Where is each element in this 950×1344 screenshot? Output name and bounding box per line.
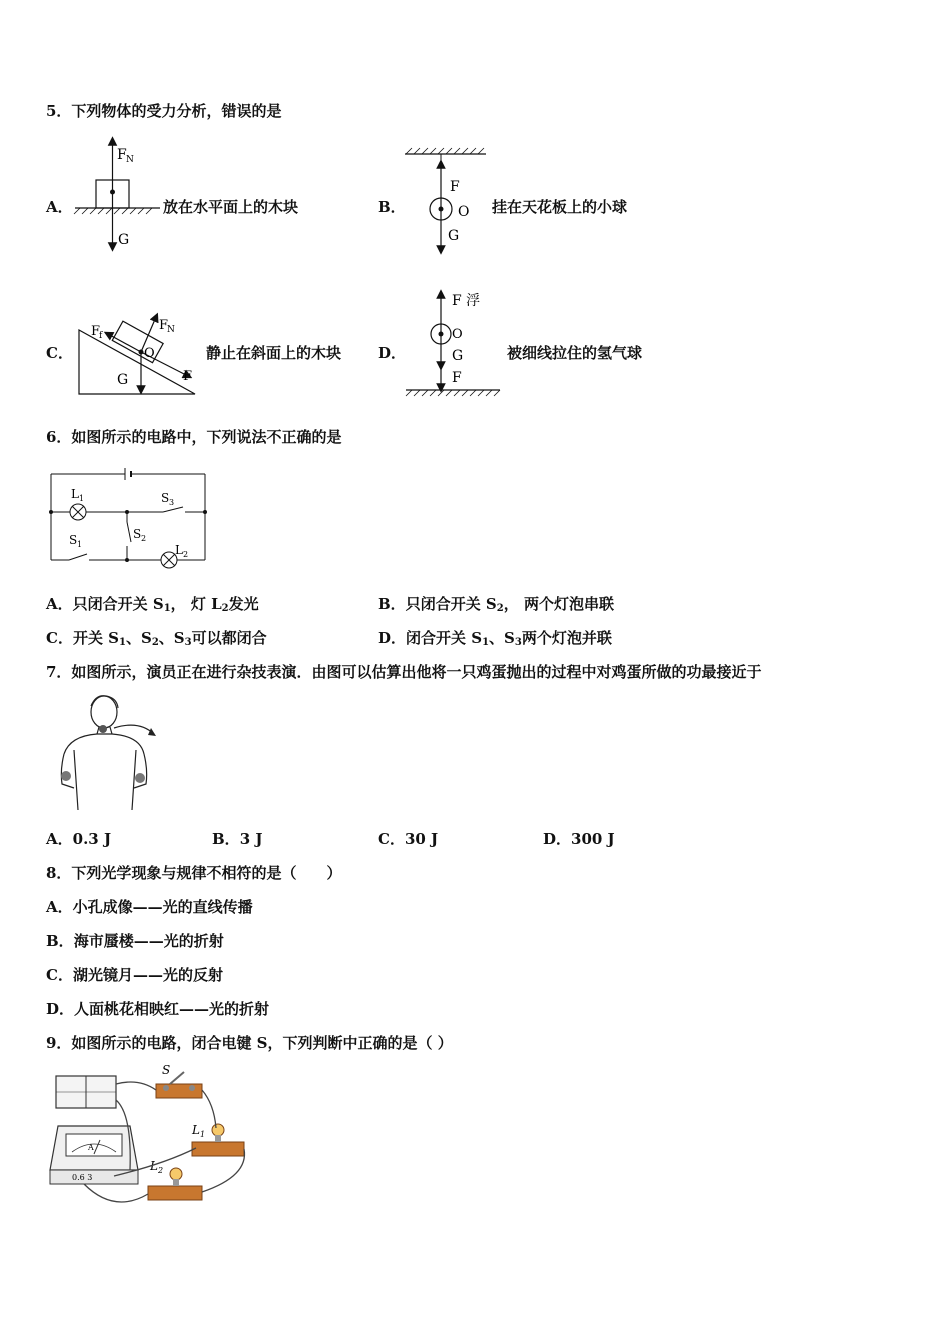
q6-c-pre: 开关 S [72,629,120,647]
q5d-f-label: F [452,370,462,386]
q6-b-sub1: 2 [496,603,504,614]
q6-option-c [46,631,267,648]
q9-l2-label: L [150,1159,158,1173]
q6-c-mid1: 、S [125,629,152,647]
q6-s1-label: S [69,533,78,547]
q7-b-text: 3 J [239,830,263,848]
q9-ammeter-a-label: A [88,1143,94,1152]
q5c-ff-label: F [91,324,101,339]
q6-d-pre: 闭合开关 S [406,629,483,647]
q6-a-label: A． [46,595,73,613]
q5-figure-d [400,290,510,400]
q7-d-text: 300 J [571,830,615,848]
q6-d-sub1: 1 [482,637,490,648]
q6-option-d [378,631,612,648]
q5-stem: 5．下列物体的受力分析，错误的是 [46,102,282,120]
q8-stem: 8．下列光学现象与规律不相符的是（ ） [46,864,342,882]
q5-option-b-label: B． [378,198,406,216]
q6-l2-sub: 2 [183,550,189,559]
q5a-g-label: G [118,232,130,248]
q6-l2-label: L [175,543,183,557]
q5c-f-label: F [183,369,193,384]
q6-option-a [46,597,259,614]
q6-a-pre: 只闭合开关 S [72,595,164,613]
q5a-fn-label: F [117,147,127,163]
q9-circuit-figure [44,1064,254,1214]
q7-a-text: 0.3 J [72,830,112,848]
q7-option-c [378,832,438,847]
q6-s3-label: S [161,491,170,505]
q5a-fn-sub: N [126,155,134,165]
q6-c-sub3: 3 [184,637,192,648]
q7-stem: 7．如图所示，演员正在进行杂技表演．由图可以估算出他将一只鸡蛋抛出的过程中对鸡蛋所做的功最接近于 [46,663,762,681]
q8-option-b [46,934,224,949]
q5c-fn-label: F [159,318,169,333]
q8-option-d [46,1002,269,1017]
q5-figure-c [75,308,205,400]
q5d-ffloat-label: F 浮 [452,293,481,309]
q8-b-label: B． [46,932,74,950]
q5-option-d-label: D． [378,344,407,362]
q6-b-post: ， 两个灯泡串联 [503,595,614,613]
q5b-g-label: G [448,228,460,244]
q6-s2-sub: 2 [141,534,147,543]
q8-c-text: 湖光镜月——光的反射 [72,966,223,984]
q5-figure-b [400,148,500,258]
q6-c-sub2: 2 [151,637,159,648]
q9-stem: 9．如图所示的电路，闭合电键 S，下列判断中正确的是（ ） [46,1034,453,1052]
q5-option-c-label: C． [46,344,73,362]
q7-juggler-figure [44,692,164,814]
q6-a-mid: ， 灯 L [170,595,222,613]
q7-c-label: C． [378,830,405,848]
q5-figure-a [70,135,170,255]
q8-d-text: 人面桃花相映红——光的折射 [74,1000,270,1018]
q6-circuit-figure [45,462,220,577]
q7-b-label: B． [212,830,240,848]
q6-d-mid: 、S [489,629,515,647]
q8-c-label: C． [46,966,73,984]
q6-a-post: 发光 [228,595,259,613]
q5-option-a-text: 放在水平面上的木块 [163,198,299,216]
q5b-o-label: O [458,204,470,220]
q7-option-b [212,832,262,847]
q5b-f-label: F [450,179,460,195]
q5c-ff-sub: f [99,331,103,341]
q6-d-label: D． [378,629,407,647]
q6-s2-label: S [133,527,142,541]
q8-a-label: A． [46,898,73,916]
q9-ammeter-scale: 0.6 3 [72,1173,93,1182]
q9-s-label: S [162,1063,171,1077]
q9-l1-label: L [192,1123,200,1137]
q8-a-text: 小孔成像——光的直线传播 [72,898,253,916]
q7-a-label: A． [46,830,73,848]
q5-option-c-text: 静止在斜面上的木块 [206,344,342,362]
q6-s3-sub: 3 [169,498,175,507]
q6-d-sub2: 3 [514,637,522,648]
q8-d-label: D． [46,1000,75,1018]
q6-a-sub2: 2 [221,603,229,614]
q6-d-post: 两个灯泡并联 [521,629,612,647]
q7-option-a [46,832,111,847]
q6-b-pre: 只闭合开关 S [405,595,497,613]
q8-option-c [46,968,223,983]
q6-option-b [378,597,614,614]
q5d-g-label: G [452,348,464,364]
q5c-o-label: O [144,346,155,361]
q6-c-label: C． [46,629,73,647]
q6-l1-sub: 1 [79,494,85,503]
q5-option-a-label: A． [46,198,73,216]
q5c-g-label: G [117,372,129,388]
q6-stem: 6．如图所示的电路中，下列说法不正确的是 [46,428,342,446]
q7-c-text: 30 J [404,830,439,848]
q6-b-label: B． [378,595,406,613]
q7-option-d [543,832,615,847]
q6-c-mid2: 、S [158,629,185,647]
q5-option-b-text: 挂在天花板上的小球 [492,198,628,216]
q6-l1-label: L [71,487,79,501]
q6-c-post: 可以都闭合 [191,629,267,647]
q6-s1-sub: 1 [77,540,83,549]
q8-option-a [46,900,253,915]
q9-l1-sub: 1 [200,1130,206,1139]
q7-d-label: D． [543,830,572,848]
q5-option-d-text: 被细线拉住的氢气球 [507,344,643,362]
q9-l2-sub: 2 [158,1166,164,1175]
q6-c-sub1: 1 [119,637,126,648]
q5c-fn-sub: N [167,325,175,335]
q5d-o-label: O [452,327,463,342]
q8-b-text: 海市蜃楼——光的折射 [73,932,224,950]
q6-a-sub1: 1 [163,603,171,614]
